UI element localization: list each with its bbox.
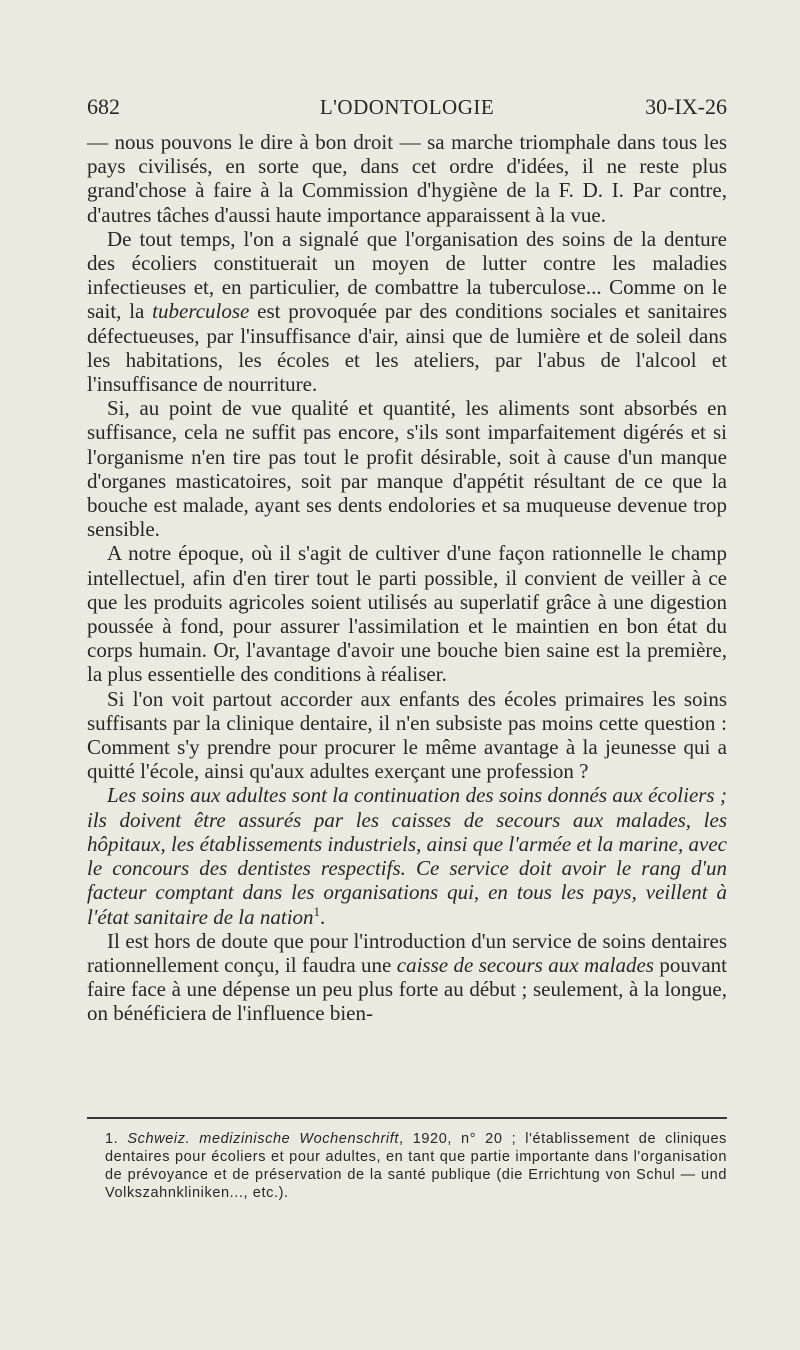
paragraph-7-text-b: pouvant faire face à une dépense un peu plus forte au début ; seulement, à la longue, on bénéficiera de l'influence bien- xyxy=(87,952,728,1026)
footnote-text: , 1920, n° 20 ; l'établissement de cliniques dentaires pour écoliers et pour adultes, en tant que partie importante dans l'organisation de prévoyance et de préservation de la santé publique (die Errichtung von Schul — und Volkszahnkliniken..., etc.). xyxy=(105,1131,728,1201)
footnote-reference: 1 xyxy=(313,903,321,919)
footnote-1 xyxy=(87,1130,727,1202)
footnote-italic-title: Schweiz. medizinische Wochenschrift xyxy=(127,1131,400,1147)
paragraph-5: Si l'on voit partout accorder aux enfants des écoles primaires les soins suffisants par la clinique dentaire, il n'en subsiste pas moins cette question : Comment s'y prendre pour procurer le même avantage à la jeunesse qui a quitté l'école, ainsi qu'aux adultes exerçant une profession ? xyxy=(87,686,727,784)
paragraph-7 xyxy=(87,929,727,1026)
journal-title: L'ODONTOLOGIE xyxy=(319,95,495,119)
page-number: 682 xyxy=(87,94,120,119)
paragraph-2 xyxy=(87,227,727,396)
body-text xyxy=(87,130,727,1026)
footnote xyxy=(87,1130,727,1202)
paragraph-2-italic: tuberculose xyxy=(152,299,250,324)
paragraph-4: A notre époque, où il s'agit de cultiver d'une façon rationnelle le champ intellectuel, afin d'en tirer tout le parti possible, il convient de veiller à ce que les produits agricoles soient utilisés au superlatif grâce à une digestion poussée à fond, pour assurer l'assimilation et le maintien en bon état du corps humain. Or, l'avantage d'avoir une bouche bien saine est la première, la plus essentielle des conditions à réaliser. xyxy=(87,541,727,687)
running-header xyxy=(87,92,727,122)
paragraph-6 xyxy=(87,783,727,928)
paragraph-2-text-b: est provoquée par des conditions sociales et sanitaires défectueuses, par l'insuffisance d'air, ainsi que de lumière et de soleil dans les habitations, les écoles et les ateliers, par l'abus de l'alcool et l'insuffisance de nourriture. xyxy=(87,299,727,397)
paragraph-2-text-a: De tout temps, l'on a signalé que l'organisation des soins de la denture des écoliers constituerait un moyen de lutter contre les maladies infectieuses et, en particulier, de combattre la tuberculose... Comme on le sait, la xyxy=(87,226,727,324)
paragraph-7-text-a: Il est hors de doute que pour l'introduction d'un service de soins dentaires rationnellement conçu, il faudra une xyxy=(87,928,727,977)
issue-date: 30-IX-26 xyxy=(645,94,727,119)
paragraph-1: — nous pouvons le dire à bon droit — sa marche triomphale dans tous les pays civilisés, en sorte que, dans cet ordre d'idées, il ne reste plus grand'chose à faire à la Commission d'hygiène de la F. D. I. Par contre, d'autres tâches d'aussi haute importance apparaissent à la vue. xyxy=(87,130,727,227)
footnote-number: 1. xyxy=(105,1131,119,1147)
paragraph-6-end: . xyxy=(320,904,326,929)
paragraph-7-italic: caisse de secours aux malades xyxy=(396,952,654,977)
paragraph-6-italic-text: Les soins aux adultes sont la continuation des soins donnés aux écoliers ; ils doivent être assurés par les caisses de secours aux malades, les hôpitaux, les établissements industriels, ainsi que l'armée et la marine, avec le concours des dentistes respectifs. Ce service doit avoir le rang d'un facteur comptant dans les organisations qui, en tous les pays, veillent à l'état sanitaire de la nation xyxy=(87,783,727,929)
paragraph-3: Si, au point de vue qualité et quantité, les aliments sont absorbés en suffisance, cela ne suffit pas encore, s'ils sont imparfaitement digérés et si l'organisme n'en tire pas tout le profit désirable, soit à cause d'un manque d'organes masticatoires, soit par manque d'appétit résultant de ce que la bouche est malade, ayant ses dents endolories et sa muqueuse devenue trop sensible. xyxy=(87,396,727,542)
footnote-divider xyxy=(87,1117,727,1119)
